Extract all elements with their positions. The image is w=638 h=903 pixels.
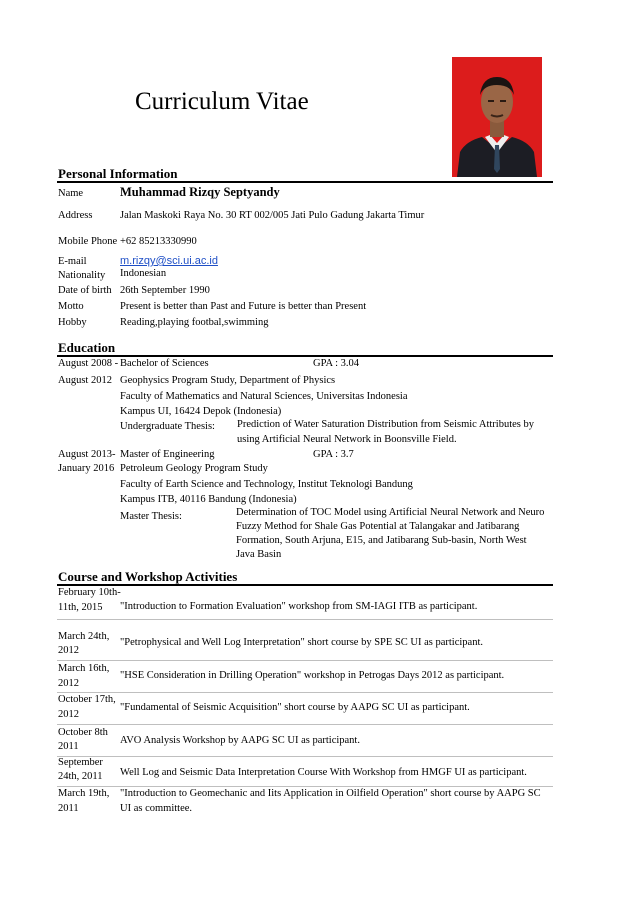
course7-title-line2: UI as committee. [120, 803, 193, 814]
course6-title: Well Log and Seismic Data Interpretation Course With Workshop from HMGF UI as participant. [120, 767, 527, 778]
course5-date-line2: 2011 [58, 741, 79, 752]
edu2-thesis-label: Master Thesis: [120, 511, 182, 522]
course2-date-line2: 2012 [58, 645, 79, 656]
email-label: E-mail [58, 256, 87, 267]
edu1-degree: Bachelor of Sciences [120, 358, 209, 369]
course7-title-line1: "Introduction to Geomechanic and Iits Application in Oilfield Operation" short course by AAPG SC [120, 788, 541, 799]
edu2-gpa: GPA : 3.7 [313, 449, 354, 460]
hobby-value: Reading,playing footbal,swimming [120, 317, 269, 328]
section-heading-education: Education [58, 340, 116, 355]
dob-label: Date of birth [58, 285, 112, 296]
course4-date-line1: October 17th, [58, 694, 116, 705]
row-divider [57, 786, 553, 787]
hobby-label: Hobby [58, 317, 87, 328]
dob-value: 26th September 1990 [120, 285, 210, 296]
email-link[interactable]: m.rizqy@sci.ui.ac.id [120, 255, 218, 267]
edu1-date-end: August 2012 [58, 375, 112, 386]
edu1-gpa: GPA : 3.04 [313, 358, 360, 369]
full-name: Muhammad Rizqy Septyandy [120, 185, 280, 199]
page-title: Curriculum Vitae [135, 88, 309, 115]
edu1-thesis-line2: using Artificial Neural Network in Boonsville Field. [237, 434, 457, 445]
phone-label: Mobile Phone [58, 236, 118, 247]
phone-value: +62 85213330990 [120, 236, 197, 247]
edu2-faculty: Faculty of Earth Science and Technology, Institut Teknologi Bandung [120, 479, 413, 490]
section-heading-courses: Course and Workshop Activities [58, 569, 238, 584]
edu1-thesis-label: Undergraduate Thesis: [120, 421, 215, 432]
course2-title: "Petrophysical and Well Log Interpretation" short course by SPE SC UI as participant. [120, 637, 484, 648]
section-divider [57, 584, 553, 586]
course5-date-line1: October 8th [58, 727, 108, 738]
section-divider [57, 181, 553, 183]
edu2-thesis-line2: Fuzzy Method for Shale Gas Potential at Talangakar and Jatibarang [236, 521, 520, 532]
edu1-thesis-line1: Prediction of Water Saturation Distribution from Seismic Attributes by [237, 419, 535, 430]
course1-date-line2: 11th, 2015 [58, 602, 103, 613]
course6-date-line1: September [58, 757, 103, 768]
row-divider [57, 619, 553, 620]
course1-date-line1: February 10th- [58, 587, 121, 598]
course2-date-line1: March 24th, [58, 631, 110, 642]
row-divider [57, 692, 553, 693]
edu2-campus: Kampus ITB, 40116 Bandung (Indonesia) [120, 494, 297, 505]
course6-date-line2: 24th, 2011 [58, 771, 103, 782]
row-divider [57, 724, 553, 725]
edu2-degree: Master of Engineering [120, 449, 215, 460]
row-divider [57, 756, 553, 757]
edu2-date-start: August 2013- [58, 449, 116, 460]
edu1-faculty: Faculty of Mathematics and Natural Sciences, Universitas Indonesia [120, 391, 408, 402]
course3-date-line1: March 16th, [58, 663, 110, 674]
edu2-program: Petroleum Geology Program Study [120, 463, 268, 474]
edu2-thesis-line3: Formation, South Arjuna, E15, and Jatibarang Sub-basin, North West [236, 535, 527, 546]
edu2-thesis-line1: Determination of TOC Model using Artificial Neural Network and Neuro [236, 507, 545, 518]
section-heading-personal: Personal Information [58, 166, 178, 181]
edu1-date-start: August 2008 - [58, 358, 119, 369]
edu2-thesis-line4: Java Basin [236, 549, 282, 560]
course3-date-line2: 2012 [58, 678, 79, 689]
name-label: Name [58, 188, 84, 199]
edu1-program: Geophysics Program Study, Department of Physics [120, 375, 336, 386]
profile-photo [452, 57, 542, 177]
address-value: Jalan Maskoki Raya No. 30 RT 002/005 Jati Pulo Gadung Jakarta Timur [120, 210, 425, 221]
portrait-image [452, 57, 542, 177]
section-divider [57, 355, 553, 357]
row-divider [57, 660, 553, 661]
course5-title: AVO Analysis Workshop by AAPG SC UI as participant. [120, 735, 360, 746]
course4-title: "Fundamental of Seismic Acquisition" short course by AAPG SC UI as participant. [120, 702, 470, 713]
course1-title: "Introduction to Formation Evaluation" workshop from SM-IAGI ITB as participant. [120, 601, 478, 612]
address-label: Address [58, 210, 93, 221]
nationality-label: Nationality [58, 270, 106, 281]
edu2-date-end: January 2016 [58, 463, 115, 474]
edu1-campus: Kampus UI, 16424 Depok (Indonesia) [120, 406, 282, 417]
motto-label: Motto [58, 301, 84, 312]
motto-value: Present is better than Past and Future is better than Present [120, 301, 367, 312]
course7-date-line2: 2011 [58, 803, 79, 814]
nationality-value: Indonesian [120, 268, 167, 279]
course4-date-line2: 2012 [58, 709, 79, 720]
course3-title: "HSE Consideration in Drilling Operation" workshop in Petrogas Days 2012 as participant. [120, 670, 505, 681]
course7-date-line1: March 19th, [58, 788, 110, 799]
